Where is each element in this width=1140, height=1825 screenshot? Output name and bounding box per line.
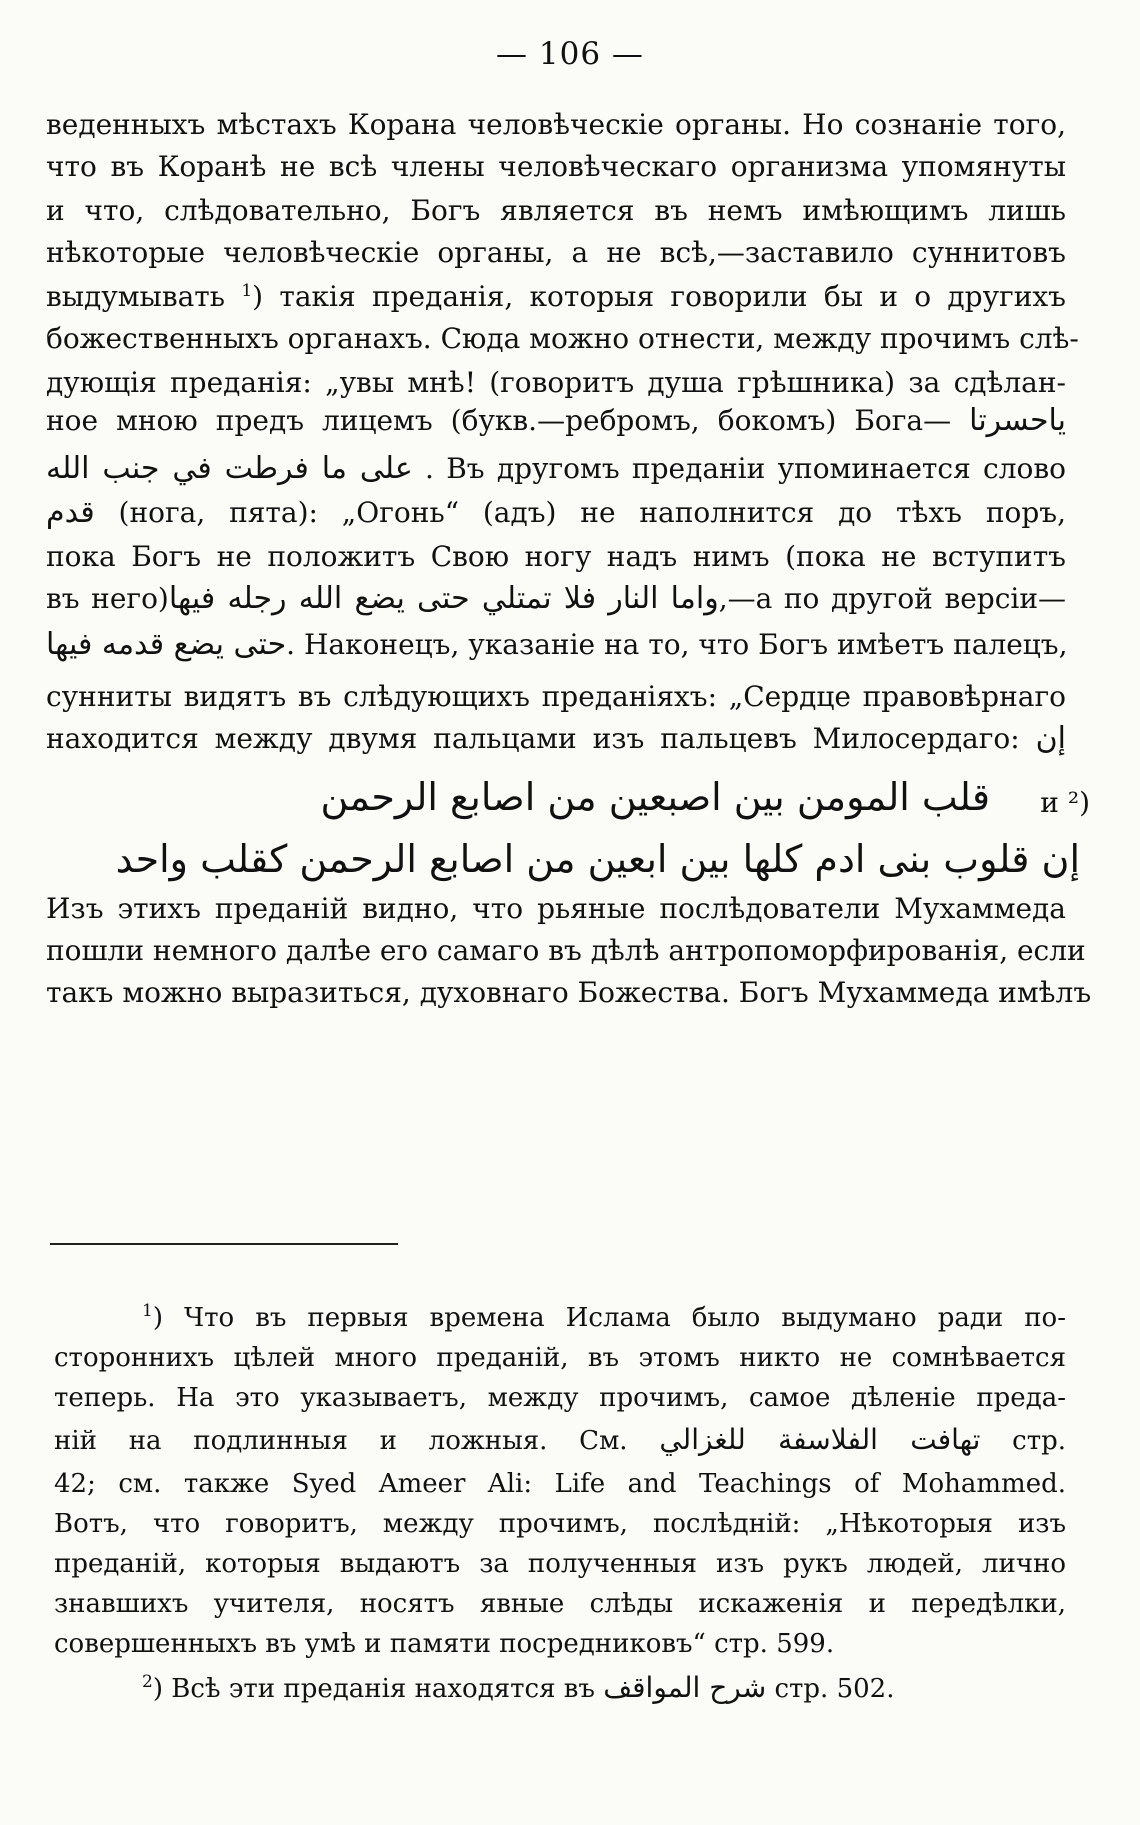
body-line-5: [46, 280, 1066, 314]
text-run: ) такія преданія, которыя говорили бы и о другихъ: [252, 280, 1066, 313]
text-run: стр.: [1012, 1426, 1067, 1456]
body-line-13: [46, 628, 1066, 662]
footnote-marker-2: и ²): [1040, 786, 1090, 819]
arabic-hadith-1: قلب المومن بين اصبعين من اصابع الرحمن: [320, 775, 990, 819]
text-run: ) Всѣ эти преданія находятся въ: [152, 1674, 595, 1704]
text-run: ное мною предъ лицемъ (букв.—ребромъ, бокомъ) Бога—: [46, 404, 952, 437]
body-line-15: [46, 722, 1066, 756]
body-line-6: божественныхъ органахъ. Сюда можно отнести, между прочимъ слѣ-: [46, 322, 1079, 355]
footnote-ref-1: 1: [241, 281, 253, 301]
text-run: ,—а по другой версіи—: [718, 582, 1066, 615]
text-run: стр. 502.: [774, 1674, 895, 1704]
text-run: (нога, пята): „Огонь“ (адъ) не наполнится до тѣхъ поръ,: [118, 496, 1067, 529]
text-run: ній на подлинныя и ложныя. См.: [54, 1426, 628, 1456]
text-run: находится между двумя пальцами изъ пальцевъ Милосердаго:: [46, 722, 1020, 755]
text-run: . Въ другомъ преданіи упоминается слово: [425, 452, 1066, 485]
body-line-9: [46, 452, 1066, 486]
body-line-11: пока Богъ не положитъ Свою ногу надъ нимъ (пока не вступитъ: [46, 540, 1066, 573]
body-line-3: и что, слѣдовательно, Богъ является въ немъ имѣющимъ лишь: [46, 194, 1066, 227]
arabic-title: تهافت الفلاسفة للغزالي: [659, 1423, 981, 1456]
body-line-7: дующія преданія: „увы мнѣ! (говоритъ душа грѣшника) за сдѣлан-: [46, 366, 1066, 399]
text-run: . Наконецъ, указаніе на то, что Богъ имѣетъ палецъ,: [286, 628, 1068, 661]
body-line-8: [46, 404, 1066, 438]
arabic-phrase: واما النار فلا تمتلي حتى يضع الله رجله فيها: [168, 581, 719, 616]
arabic-word: إن: [1035, 721, 1066, 756]
footnote-1-line-3: теперь. На это указываетъ, между прочимъ, самое дѣленіе преда-: [54, 1383, 1066, 1413]
body-line-1: веденныхъ мѣстахъ Корана человѣческіе органы. Но сознаніе того,: [46, 108, 1066, 141]
body-line-10: [46, 496, 1066, 530]
arabic-phrase: على ما فرطت في جنب الله: [46, 451, 413, 486]
footnote-1-line-5: 42; см. также Syed Ameer Ali: Life and Teachings of Mohammed.: [54, 1469, 1066, 1499]
arabic-phrase: ياحسرتا: [969, 403, 1067, 438]
footnote-1-line-4: [54, 1424, 1066, 1457]
footnote-1-line-1: [54, 1302, 1066, 1334]
body-line-18: Изъ этихъ преданій видно, что рьяные послѣдователи Мухаммеда: [46, 892, 1066, 925]
arabic-phrase: حتى يضع قدمه فيها: [46, 627, 287, 662]
body-line-2: что въ Коранѣ не всѣ члены человѣческаго организма упомянуты: [46, 150, 1066, 183]
body-line-19: пошли немного далѣе его самаго въ дѣлѣ антропоморфированія, если: [46, 934, 1086, 967]
footnote-1-line-6: Вотъ, что говоритъ, между прочимъ, послѣдній: „Нѣкоторыя изъ: [54, 1509, 1066, 1539]
footnote-divider: [50, 1243, 398, 1245]
text-run: въ него): [46, 582, 169, 615]
footnote-2: [54, 1672, 1066, 1705]
arabic-hadith-2: إن قلوب بنى ادم كلها بين ابعين من اصابع الرحمن كقلب واحد: [115, 837, 1080, 881]
footnote-1-line-7: преданій, которыя выдаютъ за полученныя изъ рукъ людей, лично: [54, 1549, 1066, 1579]
footnote-1-line-8: знавшихъ учителя, носятъ явные слѣды искаженія и передѣлки,: [54, 1589, 1066, 1619]
body-line-12: [46, 582, 1066, 616]
text-run: ) Что въ первыя времена Ислама было выдумано ради по-: [152, 1303, 1066, 1333]
body-line-20: такъ можно выразиться, духовнаго Божества. Богъ Мухаммеда имѣлъ: [46, 976, 1092, 1009]
footnote-1-line-2: стороннихъ цѣлей много преданій, въ этомъ никто не сомнѣвается: [54, 1343, 1066, 1373]
footnote-1-line-9: совершенныхъ въ умѣ и памяти посредниковъ“ стр. 599.: [54, 1629, 835, 1659]
footnote-1-marker: 1: [142, 1301, 153, 1321]
text-run: выдумывать: [46, 280, 226, 313]
body-line-4: нѣкоторые человѣческіе органы, а не всѣ,—заставило суннитовъ: [46, 236, 1066, 269]
body-line-14: сунниты видятъ въ слѣдующихъ преданіяхъ: „Сердце правовѣрнаго: [46, 680, 1066, 713]
arabic-title: شرح المواقف: [603, 1671, 767, 1704]
footnote-2-marker: 2: [142, 1672, 153, 1692]
page-number: — 106 —: [496, 36, 644, 72]
arabic-word: قدم: [46, 495, 95, 530]
